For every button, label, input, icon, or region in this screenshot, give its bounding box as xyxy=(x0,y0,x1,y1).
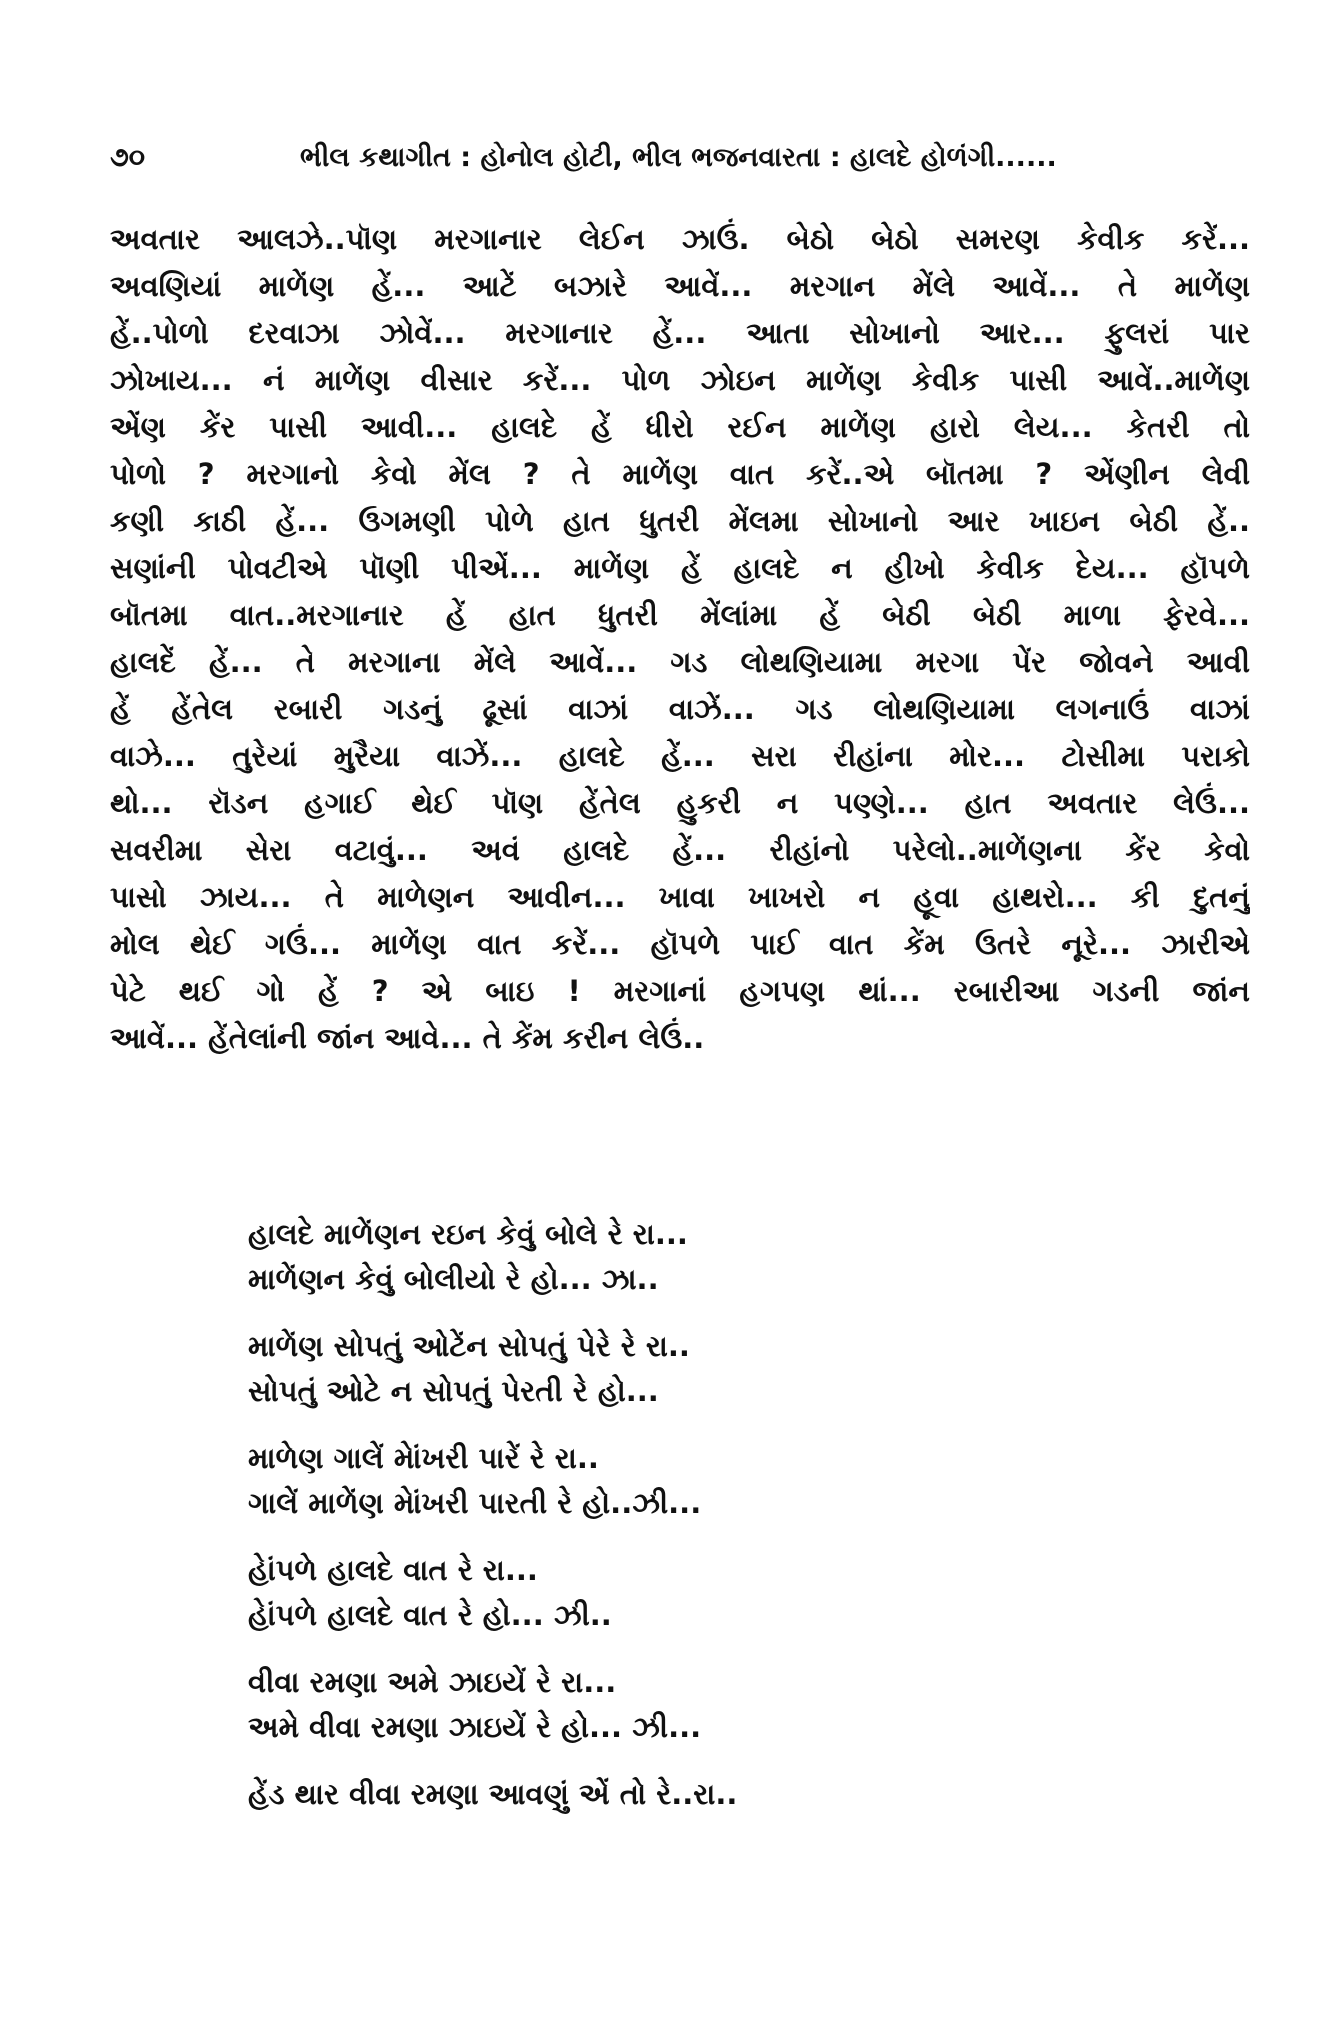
prose-line: વાઝે... તુરેયાં મુરૈયા વાઝેં... હાલદે હેં... સરા રીહાંના મોર... ટોસીમા પરાકો xyxy=(110,739,1250,773)
verse-line: માળેંણ સોપતું ઓટેંન સોપતું પેરે રે રા.. xyxy=(248,1329,690,1363)
prose-line: મોલ થેઈ ગઉં... માળેંણ વાત કરેં... હૉપળે પાઈ વાત કેંમ ઉતરે નૂરે... ઝારીએ xyxy=(110,927,1250,961)
verse-stanza xyxy=(248,1212,1148,1302)
prose-line: સવરીમા સેરા વટાવું... અવં હાલદે હેં... રીહાંનો પરેલો..માળેંણના કેંર કેવો xyxy=(110,833,1250,867)
verse-line: માળેણ ગાલેં મેાંખરી પારેં રે રા.. xyxy=(248,1441,599,1475)
prose-line: હેં..પોળો દરવાઝા ઝોવેં... મરગાનાર હેં... આતા સોખાનો આર... ફુલરાં પાર xyxy=(110,316,1250,350)
verse-block xyxy=(248,1212,1148,1839)
page-number: ૭૦ xyxy=(110,142,146,173)
verse-stanza xyxy=(248,1660,1148,1750)
verse-line: માળેંણન કેવું બોલીયો રે હો... ઝા.. xyxy=(248,1262,659,1296)
prose-line: અવણિયાં માળેંણ હેં... આટેં બઝારે આવેં... મરગાન મેંલે આવેં... તે માળેંણ xyxy=(110,269,1250,303)
verse-stanza xyxy=(248,1436,1148,1526)
prose-line: પાસો ઝાય... તે માળેણન આવીન... ખાવા ખાખરો ન હૂવા હાથરો... કી દુતનું xyxy=(110,880,1250,914)
running-title: ભીલ કથાગીત : હોનોલ હોટી, ભીલ ભજનવારતા : હાલદે હોળંગી...... xyxy=(300,142,1057,173)
prose-line: થો... રૉડન હગાઈ થેઈ પૉણ હેંતેલ હુકરી ન પણ્ણે... હાત અવતાર લેઉં... xyxy=(110,786,1250,820)
prose-line: કણી કાઠી હેં... ઉગમણી પોળે હાત ધુતરી મેંલમા સોખાનો આર ખાઇન બેઠી હેં.. xyxy=(110,504,1250,538)
verse-line: હાલદે માળેંણન રઇન કેવું બોલે રે રા... xyxy=(248,1217,688,1251)
verse-line: ગાલેં માળેંણ મેાંખરી પારતી રે હો..ઝી... xyxy=(248,1486,702,1520)
verse-line: હેાંપળે હાલદે વાત રે હો... ઝી.. xyxy=(248,1598,612,1632)
verse-line: અમે વીવા રમણા ઝાઇયેં રે હો... ઝી... xyxy=(248,1710,702,1744)
prose-line: એંણ કેંર પાસી આવી... હાલદે હેં ધીરો રઈન માળેંણ હારો લેય... કેતરી તો xyxy=(110,410,1250,444)
prose-line: આવેં... હેંતેલાંની જાંન આવે... તે કેંમ કરીન લેઉં.. xyxy=(110,1021,705,1055)
verse-line: હેંડ થાર વીવા રમણા આવણું એં તો રે..રા.. xyxy=(248,1777,738,1811)
verse-stanza xyxy=(248,1548,1148,1638)
prose-line: અવતાર આલઝે..પૉણ મરગાનાર લેઈન ઝાઉં. બેઠો બેઠો સમરણ કેવીક કરેં... xyxy=(110,222,1250,256)
verse-line: હેાંપળે હાલદે વાત રે રા... xyxy=(248,1553,538,1587)
prose-line: ઝોખાય... નં માળેંણ વીસાર કરેં... પોળ ઝોઇન માળેંણ કેવીક પાસી આવેં..માળેંણ xyxy=(110,363,1250,397)
prose-block xyxy=(110,216,1250,1062)
verse-stanza xyxy=(248,1772,1148,1817)
prose-line: હાલદેં હેં... તે મરગાના મેંલે આવેં... ગડ લોથણિયામા મરગા પેંર જોવને આવી xyxy=(110,645,1250,679)
prose-line: સણાંની પોવટીએ પૉણી પીએં... માળેંણ હેં હાલદે ન હીખો કેવીક દેય... હૉપળે xyxy=(110,551,1250,585)
verse-line: સોપતું ઓટે ન સોપતું પેરતી રે હો... xyxy=(248,1374,659,1408)
prose-line: બૉતમા વાત..મરગાનાર હેં હાત ધુતરી મેંલાંમા હેં બેઠી બેઠી માળા ફેરવે... xyxy=(110,598,1250,632)
prose-line: પોળો ? મરગાનો કેવો મેંલ ? તે માળેંણ વાત કરેં..એ બૉતમા ? એંણીન લેવી xyxy=(110,457,1250,491)
verse-line: વીવા રમણા અમે ઝાઇયેં રે રા... xyxy=(248,1665,617,1699)
prose-line: હેં હેંતેલ રબારી ગડનું ઢૂસાં વાઝાં વાઝેં... ગડ લોથણિયામા લગનાઉં વાઝાં xyxy=(110,692,1250,726)
verse-stanza xyxy=(248,1324,1148,1414)
prose-line: પેટે થઈ ગો હેં ? એ બાઇ ! મરગાનાં હગપણ થાં... રબારીઆ ગડની જાંન xyxy=(110,974,1250,1008)
page-header xyxy=(110,138,1250,178)
